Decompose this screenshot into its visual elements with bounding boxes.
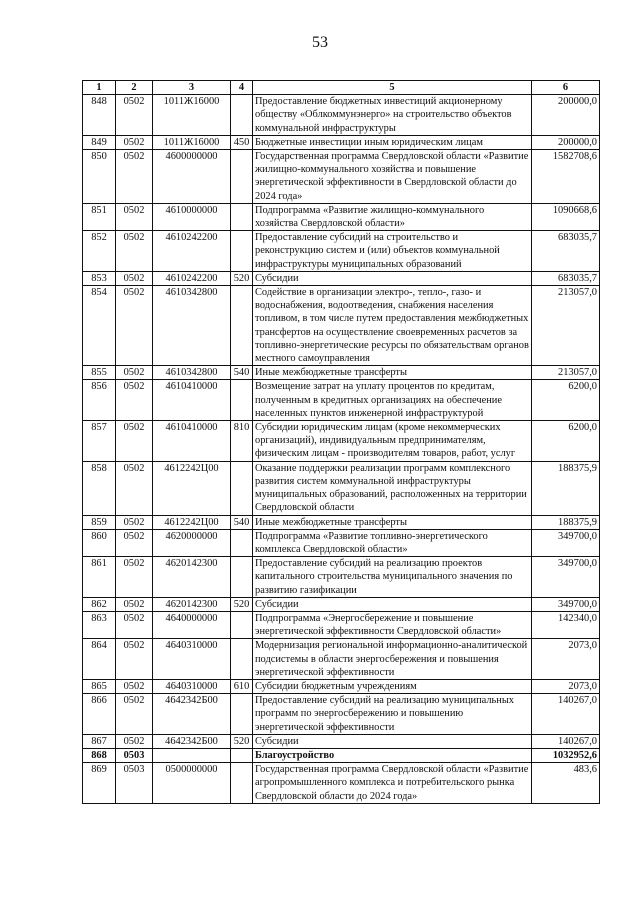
- expense-type: [231, 763, 253, 804]
- amount: 140267,0: [532, 734, 600, 748]
- target-code: 4610242200: [153, 231, 231, 272]
- expense-type: [231, 286, 253, 366]
- expense-type: [231, 461, 253, 515]
- item-name: Возмещение затрат на уплату процентов по кредитам, полученным в кредитных организациях на обеспечение населенных пунктов инженерной инфраструктурой: [253, 380, 532, 421]
- amount: 683035,7: [532, 231, 600, 272]
- expense-type: [231, 231, 253, 272]
- table-row: [83, 461, 600, 515]
- row-number: 856: [83, 380, 116, 421]
- row-number: 863: [83, 611, 116, 638]
- table-row: [83, 639, 600, 680]
- item-name: Подпрограмма «Развитие топливно-энергетического комплекса Свердловской области»: [253, 529, 532, 556]
- target-code: 4612242Ц00: [153, 515, 231, 529]
- section-code: 0503: [116, 763, 153, 804]
- expense-type: 520: [231, 271, 253, 285]
- row-number: 851: [83, 203, 116, 230]
- amount: 1032952,6: [532, 748, 600, 762]
- row-number: 854: [83, 286, 116, 366]
- item-name: Субсидии: [253, 271, 532, 285]
- section-code: 0502: [116, 515, 153, 529]
- row-number: 857: [83, 421, 116, 462]
- amount: 213057,0: [532, 366, 600, 380]
- expense-type: [231, 380, 253, 421]
- target-code: 4640000000: [153, 611, 231, 638]
- amount: 2073,0: [532, 639, 600, 680]
- expense-type: [231, 748, 253, 762]
- target-code: 4610000000: [153, 203, 231, 230]
- row-number: 869: [83, 763, 116, 804]
- amount: 683035,7: [532, 271, 600, 285]
- section-code: 0502: [116, 734, 153, 748]
- header-col-4: 4: [231, 81, 253, 95]
- item-name: Оказание поддержки реализации программ комплексного развития систем коммунальной инфраструктуры муниципальных образований, расположенных на территории Свердловской области: [253, 461, 532, 515]
- table-row: [83, 150, 600, 204]
- amount: 200000,0: [532, 95, 600, 136]
- section-code: 0502: [116, 611, 153, 638]
- section-code: 0502: [116, 679, 153, 693]
- row-number: 853: [83, 271, 116, 285]
- target-code: 4620142300: [153, 597, 231, 611]
- section-code: 0502: [116, 597, 153, 611]
- target-code: 4600000000: [153, 150, 231, 204]
- section-code: 0502: [116, 639, 153, 680]
- table-row: [83, 286, 600, 366]
- row-number: 852: [83, 231, 116, 272]
- table-row: [83, 679, 600, 693]
- table-row: [83, 611, 600, 638]
- amount: 213057,0: [532, 286, 600, 366]
- section-code: 0502: [116, 421, 153, 462]
- expense-type: [231, 639, 253, 680]
- item-name: Подпрограмма «Энергосбережение и повышение энергетической эффективности Свердловской области»: [253, 611, 532, 638]
- section-code: 0502: [116, 135, 153, 149]
- row-number: 862: [83, 597, 116, 611]
- section-code: 0502: [116, 461, 153, 515]
- amount: 349700,0: [532, 557, 600, 598]
- item-name: Подпрограмма «Развитие жилищно-коммунального хозяйства Свердловской области»: [253, 203, 532, 230]
- item-name: Субсидии: [253, 597, 532, 611]
- header-col-3: 3: [153, 81, 231, 95]
- item-name: Предоставление субсидий на реализацию муниципальных программ по энергосбережению и повышению энергетической эффективности: [253, 694, 532, 735]
- table-row: [83, 271, 600, 285]
- section-code: 0502: [116, 271, 153, 285]
- amount: 2073,0: [532, 679, 600, 693]
- section-code: 0502: [116, 366, 153, 380]
- row-number: 867: [83, 734, 116, 748]
- amount: 483,6: [532, 763, 600, 804]
- row-number: 859: [83, 515, 116, 529]
- amount: 140267,0: [532, 694, 600, 735]
- amount: 200000,0: [532, 135, 600, 149]
- section-code: 0502: [116, 150, 153, 204]
- amount: 188375,9: [532, 461, 600, 515]
- table-row: [83, 597, 600, 611]
- expense-type: 450: [231, 135, 253, 149]
- table-row: [83, 515, 600, 529]
- expense-type: 520: [231, 734, 253, 748]
- item-name: Государственная программа Свердловской области «Развитие жилищно-коммунального хозяйства и повышение энергетической эффективности в Свердловской области до 2024 года»: [253, 150, 532, 204]
- target-code: 4610410000: [153, 421, 231, 462]
- section-code: 0502: [116, 231, 153, 272]
- item-name: Благоустройство: [253, 748, 532, 762]
- table-row: [83, 421, 600, 462]
- expense-type: [231, 203, 253, 230]
- expense-type: 540: [231, 366, 253, 380]
- target-code: 4612242Ц00: [153, 461, 231, 515]
- table-row: [83, 95, 600, 136]
- table-row: [83, 557, 600, 598]
- expense-type: 520: [231, 597, 253, 611]
- item-name: Субсидии: [253, 734, 532, 748]
- page-number: 53: [312, 34, 328, 51]
- row-number: 860: [83, 529, 116, 556]
- header-col-6: 6: [532, 81, 600, 95]
- budget-table: [82, 80, 600, 804]
- expense-type: 540: [231, 515, 253, 529]
- expense-type: [231, 95, 253, 136]
- table-row: [83, 231, 600, 272]
- header-col-2: 2: [116, 81, 153, 95]
- amount: 188375,9: [532, 515, 600, 529]
- target-code: 4620000000: [153, 529, 231, 556]
- item-name: Содействие в организации электро-, тепло-, газо- и водоснабжения, водоотведения, снабжения населения топливом, в том числе путем предоставления межбюджетных трансфертов на осуществление своевременных расчетов за топливно-энергетические ресурсы по обязательствам органов местного самоуправления: [253, 286, 532, 366]
- row-number: 855: [83, 366, 116, 380]
- item-name: Субсидии юридическим лицам (кроме некоммерческих организаций), индивидуальным предпринимателям, физическим лицам - производителям товаров, работ, услуг: [253, 421, 532, 462]
- amount: 1582708,6: [532, 150, 600, 204]
- target-code: 4640310000: [153, 639, 231, 680]
- table-row: [83, 135, 600, 149]
- expense-type: 810: [231, 421, 253, 462]
- target-code: 1011Ж16000: [153, 135, 231, 149]
- row-number: 864: [83, 639, 116, 680]
- amount: 6200,0: [532, 380, 600, 421]
- table-row: [83, 748, 600, 762]
- row-number: 861: [83, 557, 116, 598]
- table-header-row: [83, 81, 600, 95]
- target-code: 4642342Б00: [153, 694, 231, 735]
- row-number: 866: [83, 694, 116, 735]
- target-code: 4610342800: [153, 286, 231, 366]
- section-code: 0502: [116, 203, 153, 230]
- row-number: 865: [83, 679, 116, 693]
- item-name: Бюджетные инвестиции иным юридическим лицам: [253, 135, 532, 149]
- target-code: 0500000000: [153, 763, 231, 804]
- expense-type: [231, 529, 253, 556]
- expense-type: [231, 611, 253, 638]
- header-col-5: 5: [253, 81, 532, 95]
- section-code: 0502: [116, 286, 153, 366]
- expense-type: [231, 694, 253, 735]
- table-row: [83, 734, 600, 748]
- target-code: 4640310000: [153, 679, 231, 693]
- section-code: 0502: [116, 95, 153, 136]
- amount: 349700,0: [532, 597, 600, 611]
- item-name: Государственная программа Свердловской области «Развитие агропромышленного комплекса и потребительского рынка Свердловской области до 2024 года»: [253, 763, 532, 804]
- section-code: 0502: [116, 380, 153, 421]
- section-code: 0502: [116, 529, 153, 556]
- item-name: Субсидии бюджетным учреждениям: [253, 679, 532, 693]
- target-code: 4610410000: [153, 380, 231, 421]
- table-row: [83, 763, 600, 804]
- amount: 142340,0: [532, 611, 600, 638]
- item-name: Предоставление бюджетных инвестиций акционерному обществу «Облкоммунэнерго» на строительство объектов коммунальной инфраструктуры: [253, 95, 532, 136]
- item-name: Предоставление субсидий на строительство и реконструкцию систем и (или) объектов коммунальной инфраструктуры муниципальных образований: [253, 231, 532, 272]
- expense-type: [231, 557, 253, 598]
- amount: 1090668,6: [532, 203, 600, 230]
- header-col-1: 1: [83, 81, 116, 95]
- row-number: 858: [83, 461, 116, 515]
- target-code: 4620142300: [153, 557, 231, 598]
- target-code: 4610242200: [153, 271, 231, 285]
- item-name: Предоставление субсидий на реализацию проектов капитального строительства муниципального значения по развитию газификации: [253, 557, 532, 598]
- item-name: Модернизация региональной информационно-аналитической подсистемы в области энергосбережения и повышения энергетической эффективности: [253, 639, 532, 680]
- target-code: 4610342800: [153, 366, 231, 380]
- section-code: 0503: [116, 748, 153, 762]
- section-code: 0502: [116, 557, 153, 598]
- target-code: 1011Ж16000: [153, 95, 231, 136]
- item-name: Иные межбюджетные трансферты: [253, 515, 532, 529]
- item-name: Иные межбюджетные трансферты: [253, 366, 532, 380]
- table-row: [83, 380, 600, 421]
- table-row: [83, 366, 600, 380]
- row-number: 868: [83, 748, 116, 762]
- table-row: [83, 203, 600, 230]
- section-code: 0502: [116, 694, 153, 735]
- row-number: 848: [83, 95, 116, 136]
- amount: 6200,0: [532, 421, 600, 462]
- table-row: [83, 694, 600, 735]
- target-code: 4642342Б00: [153, 734, 231, 748]
- target-code: [153, 748, 231, 762]
- expense-type: 610: [231, 679, 253, 693]
- row-number: 850: [83, 150, 116, 204]
- table-row: [83, 529, 600, 556]
- amount: 349700,0: [532, 529, 600, 556]
- row-number: 849: [83, 135, 116, 149]
- expense-type: [231, 150, 253, 204]
